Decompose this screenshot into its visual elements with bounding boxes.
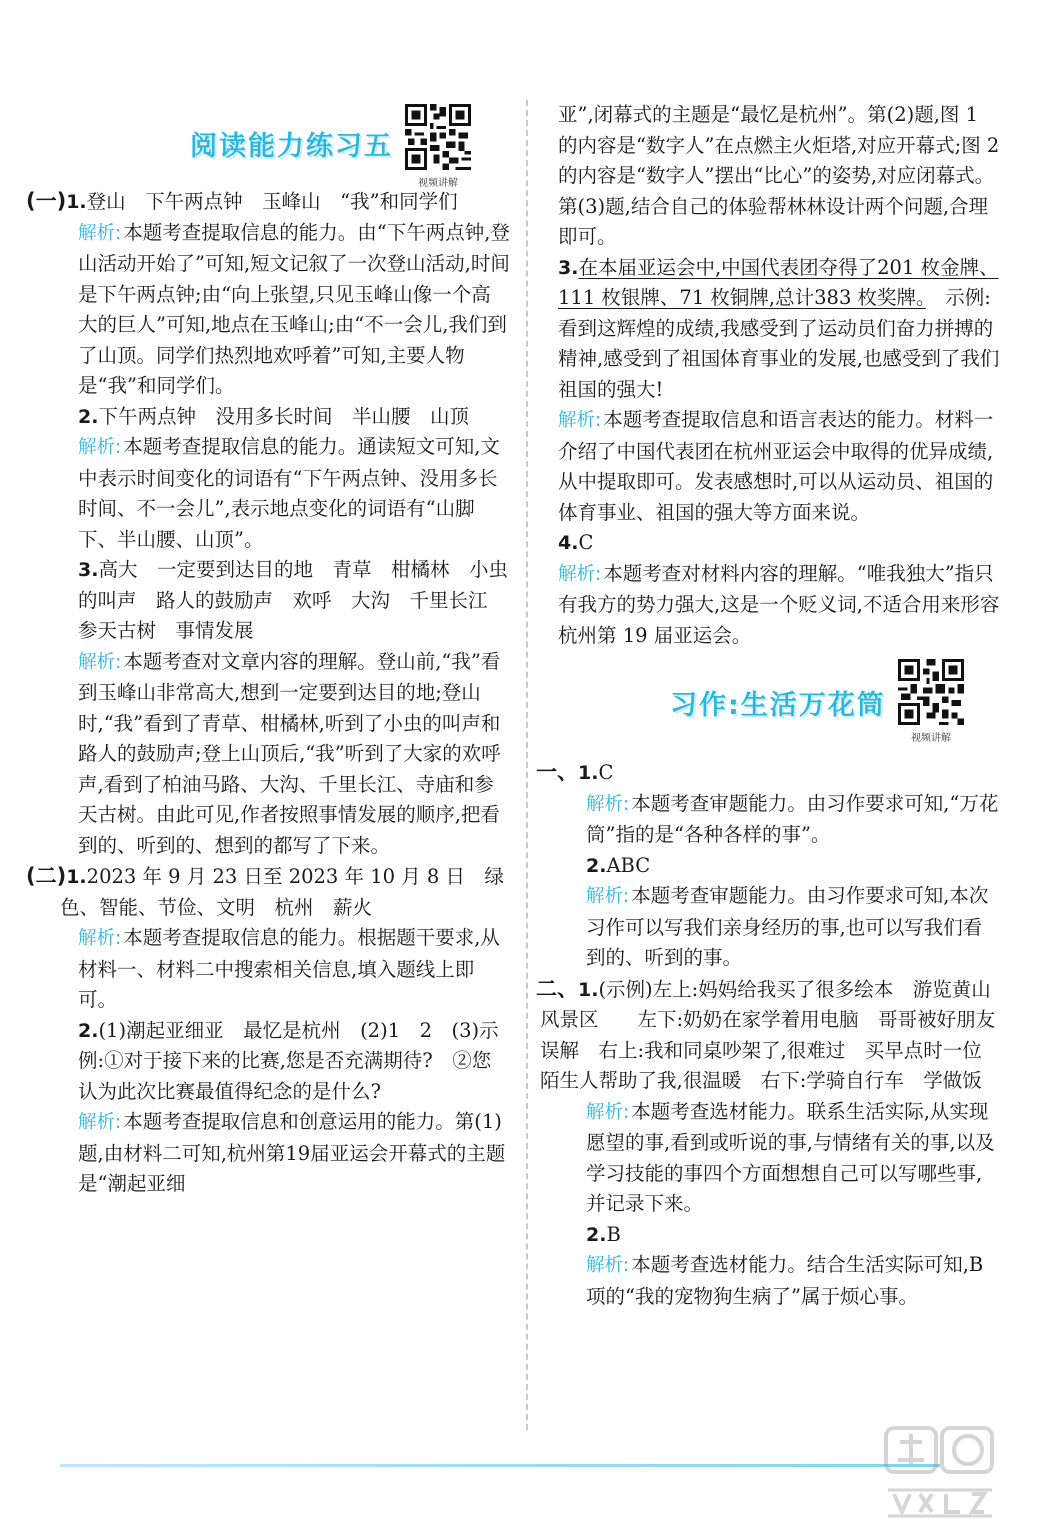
answer-text: 示例:看到这辉煌的成绩,我感受到了运动员们奋力拼搏的精神,感受到了祖国体育事业的发展,也感受到了我们祖国的强大! [558,286,1000,401]
footer-bar [60,1464,940,1467]
part-marker-1: 一、 [536,760,578,784]
analysis-label: 解析: [586,1255,630,1276]
analysis-label: 解析: [586,886,630,907]
answer-a3 [78,555,510,647]
part-marker-2: 二、 [536,976,578,1001]
answer-b3 [558,253,1000,406]
analysis-d2 [586,1250,1000,1312]
part-marker-1: (一) [26,189,67,213]
answer-text-underlined: 在本届亚运会中,中国代表团夺得了201 枚金牌、111 枚银牌、71 枚铜牌,总计383 枚奖牌。 [558,255,999,309]
analysis-text: 本题考查对材料内容的理解。“唯我独大”指只有我方的势力强大,这是一个贬义词,不适合用来形容杭州第 19 届亚运会。 [558,561,1000,647]
answer-number: 2. [586,1223,607,1246]
analysis-label: 解析: [78,928,122,949]
section-title: 阅读能力练习五 [190,131,393,162]
analysis-b2-continued: 亚”,闭幕式的主题是“最忆是杭州”。第(2)题,图 1 的内容是“数字人”在点燃主火炬塔,对应开幕式;图 2 的内容是“数字人”摆出“比心”的姿势,对应闭幕式。第(3)题,结合自己的体验帮林林设计两个问题,合理即可。 [558,103,1000,248]
analysis-a1 [78,218,510,402]
answer-a2 [78,402,510,433]
analysis-a3 [78,647,510,862]
answer-text: C [578,531,594,554]
analysis-text: 本题考查审题能力。由习作要求可知,本次习作可以写我们亲身经历的事,也可以写我们看到的、听到的事。 [586,884,989,969]
analysis-b4 [558,559,1000,652]
answer-number: 2. [78,1019,99,1042]
part-marker-2: (二) [26,864,67,888]
answer-b4 [558,528,1000,559]
analysis-b1 [78,923,510,1016]
analysis-label: 解析: [558,410,602,431]
analysis-text: 本题考查提取信息的能力。由“下午两点钟,登山活动开始了”可知,短文记叙了一次登山活动,时间是下午两点钟;由“向上张望,只见玉峰山像一个高大的巨人”可知,地点在玉峰山;由“不一会儿,我们到了山顶。同学们热烈地欢呼着”可知,主要人物是“我”和同学们。 [78,220,510,397]
answer-a1 [26,186,510,218]
analysis-text: 本题考查提取信息和语言表达的能力。材料一介绍了中国代表团在杭州亚运会中取得的优异成绩,从中提取即可。发表感想时,可以从运动员、祖国的体育事业、祖国的强大等方面来说。 [558,408,994,524]
answer-c2 [586,851,1000,882]
analysis-d1 [586,1097,1000,1220]
answer-number: 3. [558,256,579,279]
analysis-c2 [586,881,1000,974]
answer-number: 1. [66,191,87,213]
answer-text: 登山 下午两点钟 玉峰山 “我”和同学们 [86,190,458,213]
qr-label: 视频讲解 [911,733,951,744]
answer-text: (1)潮起亚细亚 最忆是杭州 (2)1 2 (3)示例:①对于接下来的比赛,您是否充满期待? ②您认为此次比赛最值得纪念的是什么? [78,1018,499,1103]
answer-c1 [536,757,1000,789]
answer-text: B [606,1222,621,1246]
analysis-text: 本题考查提取信息的能力。根据题干要求,从材料一、材料二中搜索相关信息,填入题线上即可。 [78,926,500,1011]
analysis-text: 本题考查提取信息和创意运用的能力。第(1)题,由材料二可知,杭州第19届亚运会开幕式的主题是“潮起亚细 [78,1110,506,1195]
answer-text: ABC [606,853,651,877]
section-header-writing [540,651,1000,751]
analysis-b2 [78,1107,510,1200]
analysis-label: 解析: [78,651,122,673]
answer-number: 1. [578,762,599,784]
analysis-text: 本题考查对文章内容的理解。登山前,“我”看到玉峰山非常高大,想到一定要到达目的地;登山时,“我”看到了青草、柑橘林,听到了小虫的叫声和路人的鼓励声;登上山顶后,“我”听到了大家的欢呼声,看到了柏油马路、大沟、千里长江、寺庙和参天古树。由此可见,作者按照事情发展的顺序,把看到的、听到的、想到的都写了下来。 [78,649,501,857]
section-title: 习作:生活万花筒 [670,690,886,721]
left-column [26,98,510,1200]
section-header-reading [60,98,510,189]
analysis-b3 [558,405,1000,528]
answer-d2 [586,1220,1000,1251]
answer-number: 4. [558,532,579,554]
analysis-label: 解析: [78,437,122,458]
answer-text: C [598,761,614,784]
column-divider [526,100,528,1430]
answer-d1 [536,974,1000,1097]
answer-text: 高大 一定要到达目的地 青草 柑橘林 小虫的叫声 路人的鼓励声 欢呼 大沟 千里长江 参天古树 事情发展 [78,558,508,642]
analysis-a2 [78,432,510,555]
analysis-label: 解析: [78,222,122,244]
analysis-label: 解析: [586,793,630,815]
analysis-label: 解析: [78,1112,122,1133]
answer-text: 下午两点钟 没用多长时间 半山腰 山顶 [98,404,469,428]
answer-number: 2. [78,405,99,428]
answer-b1 [26,861,510,923]
right-column [536,98,1000,1312]
answer-number: 2. [586,854,607,877]
answer-number: 1. [578,978,599,1001]
answer-text: 2023 年 9 月 23 日至 2023 年 10 月 8 日 绿色、智能、节俭、文明 杭州 薪火 [60,865,505,919]
answer-number: 3. [78,559,99,581]
answer-number: 1. [66,866,87,888]
watermark-logo [880,1420,1000,1530]
analysis-text: 本题考查选材能力。联系生活实际,从实现愿望的事,看到或听说的事,与情绪有关的事,以及学习技能的事四个方面想想自己可以写哪些事,并记录下来。 [586,1099,995,1215]
qr-label: 视频讲解 [418,178,458,189]
analysis-text: 本题考查提取信息的能力。通读短文可知,文中表示时间变化的词语有“下午两点钟、没用多长时间、不一会儿”,表示地点变化的词语有“山脚下、半山腰、山顶”。 [78,435,500,551]
analysis-label: 解析: [558,563,602,585]
qr-code-icon[interactable] [405,104,471,170]
analysis-text: 本题考查审题能力。由习作要求可知,“万花筒”指的是“各种各样的事”。 [586,791,999,846]
qr-code-icon[interactable] [898,659,964,725]
answer-text: (示例)左上:妈妈给我买了很多绘本 游览黄山风景区 左下:奶奶在家学着用电脑 哥哥被好朋友误解 右上:我和同桌吵架了,很难过 买早点时一位陌生人帮助了我,很温暖 右下:学骑自行车 学做饭 [540,977,996,1092]
analysis-text: 本题考查选材能力。结合生活实际可知,B 项的“我的宠物狗生病了”属于烦心事。 [586,1253,984,1308]
answer-b2 [78,1016,510,1108]
analysis-label: 解析: [586,1101,630,1123]
analysis-c1 [586,789,1000,851]
